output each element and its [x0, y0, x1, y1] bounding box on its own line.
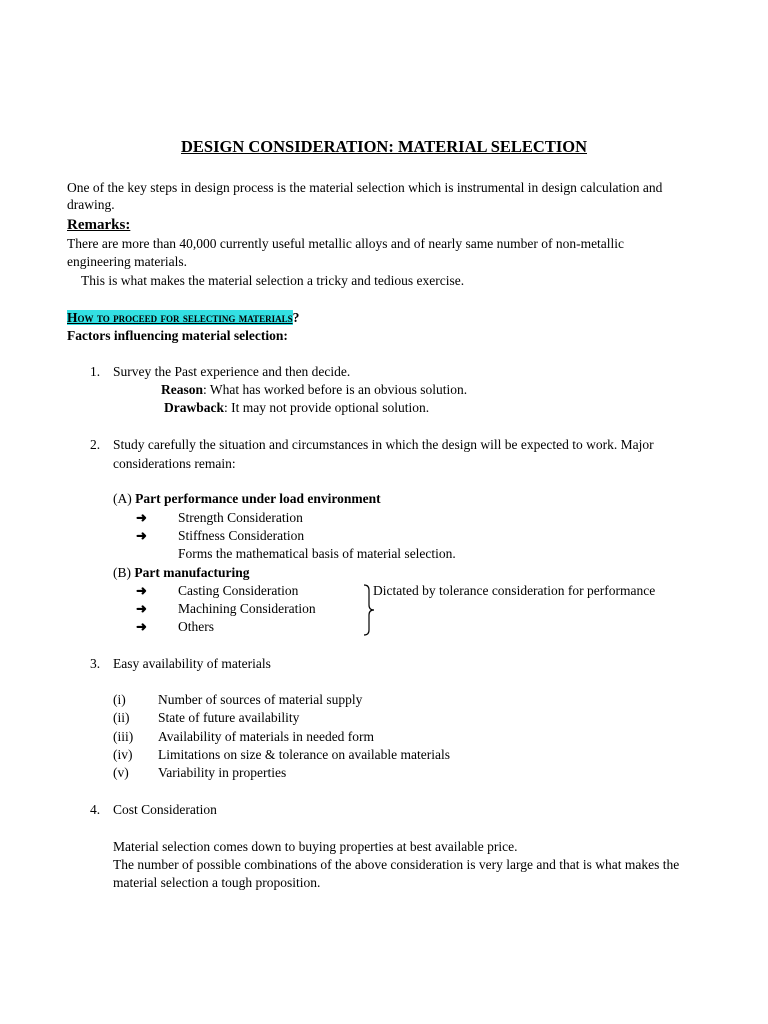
arrow-icon: ➜ — [136, 601, 146, 616]
item4-line-1: Material selection comes down to buying properties at best available price. — [113, 839, 518, 854]
subitem-text: State of future availability — [158, 710, 300, 725]
section-a-item: Strength Consideration — [178, 510, 303, 525]
item1-text: Survey the Past experience and then decide. — [113, 364, 351, 379]
subitem-number: (iv) — [113, 747, 133, 762]
item4-number: 4. — [90, 802, 101, 817]
section-b-prefix: (B) — [113, 565, 135, 580]
intro-line-1: One of the key steps in design process is the material selection which is instrumental in design calculation and — [67, 180, 663, 195]
drawback-text: : It may not provide optional solution. — [224, 400, 430, 415]
item4-line-3: material selection a tough proposition. — [113, 875, 321, 890]
section-a-label: Part performance under load environment — [135, 491, 381, 506]
subitem-text: Number of sources of material supply — [158, 692, 363, 707]
section-a-prefix: (A) — [113, 491, 136, 506]
item3-text: Easy availability of materials — [113, 656, 271, 671]
item4-text: Cost Consideration — [113, 802, 217, 817]
section-b-item: Others — [178, 619, 214, 634]
section-a-heading — [113, 490, 381, 508]
item2-line-1: Study carefully the situation and circumstances in which the design will be expected to work. Major — [113, 437, 654, 452]
arrow-icon: ➜ — [136, 619, 146, 634]
section-b-note: Dictated by tolerance consideration for performance — [373, 583, 656, 598]
section-b-label: Part manufacturing — [134, 565, 250, 580]
section-b-item: Machining Consideration — [178, 601, 316, 616]
how-to-highlight: How to proceed for selecting materials — [67, 310, 293, 325]
item3-number: 3. — [90, 656, 101, 671]
page-title: DESIGN CONSIDERATION: MATERIAL SELECTION — [180, 137, 587, 156]
section-a-item: Stiffness Consideration — [178, 528, 305, 543]
item2-number: 2. — [90, 437, 101, 452]
how-to-suffix: ? — [292, 310, 300, 325]
subitem-text: Availability of materials in needed form — [158, 729, 375, 744]
subitem-text: Variability in properties — [158, 765, 287, 780]
remarks-heading: Remarks: — [67, 217, 131, 233]
item2-line-2: considerations remain: — [113, 456, 236, 471]
reason-label: Reason — [161, 382, 204, 397]
section-b-item: Casting Consideration — [178, 583, 299, 598]
remarks-line-3: This is what makes the material selection a tricky and tedious exercise. — [81, 273, 465, 288]
drawback-label: Drawback — [164, 400, 224, 415]
section-b-heading — [113, 564, 250, 582]
arrow-icon: ➜ — [136, 528, 146, 543]
item1-drawback — [164, 399, 429, 417]
item1-number: 1. — [90, 364, 101, 379]
factors-heading: Factors influencing material selection: — [67, 328, 288, 343]
item4-line-2: The number of possible combinations of the above consideration is very large and that is what makes the — [113, 857, 680, 872]
subitem-number: (i) — [113, 692, 126, 707]
section-a-note: Forms the mathematical basis of material selection. — [178, 546, 456, 561]
remarks-line-2: engineering materials. — [67, 254, 187, 269]
reason-text: : What has worked before is an obvious solution. — [203, 382, 468, 397]
arrow-icon: ➜ — [136, 583, 146, 598]
item1-reason — [161, 381, 467, 399]
intro-line-2: drawing. — [67, 197, 115, 212]
how-to-heading — [67, 309, 299, 327]
remarks-line-1: There are more than 40,000 currently useful metallic alloys and of nearly same number of non-metallic — [67, 236, 625, 251]
subitem-number: (ii) — [113, 710, 130, 725]
arrow-icon: ➜ — [136, 510, 146, 525]
subitem-text: Limitations on size & tolerance on available materials — [158, 747, 451, 762]
subitem-number: (v) — [113, 765, 129, 780]
subitem-number: (iii) — [113, 729, 134, 744]
